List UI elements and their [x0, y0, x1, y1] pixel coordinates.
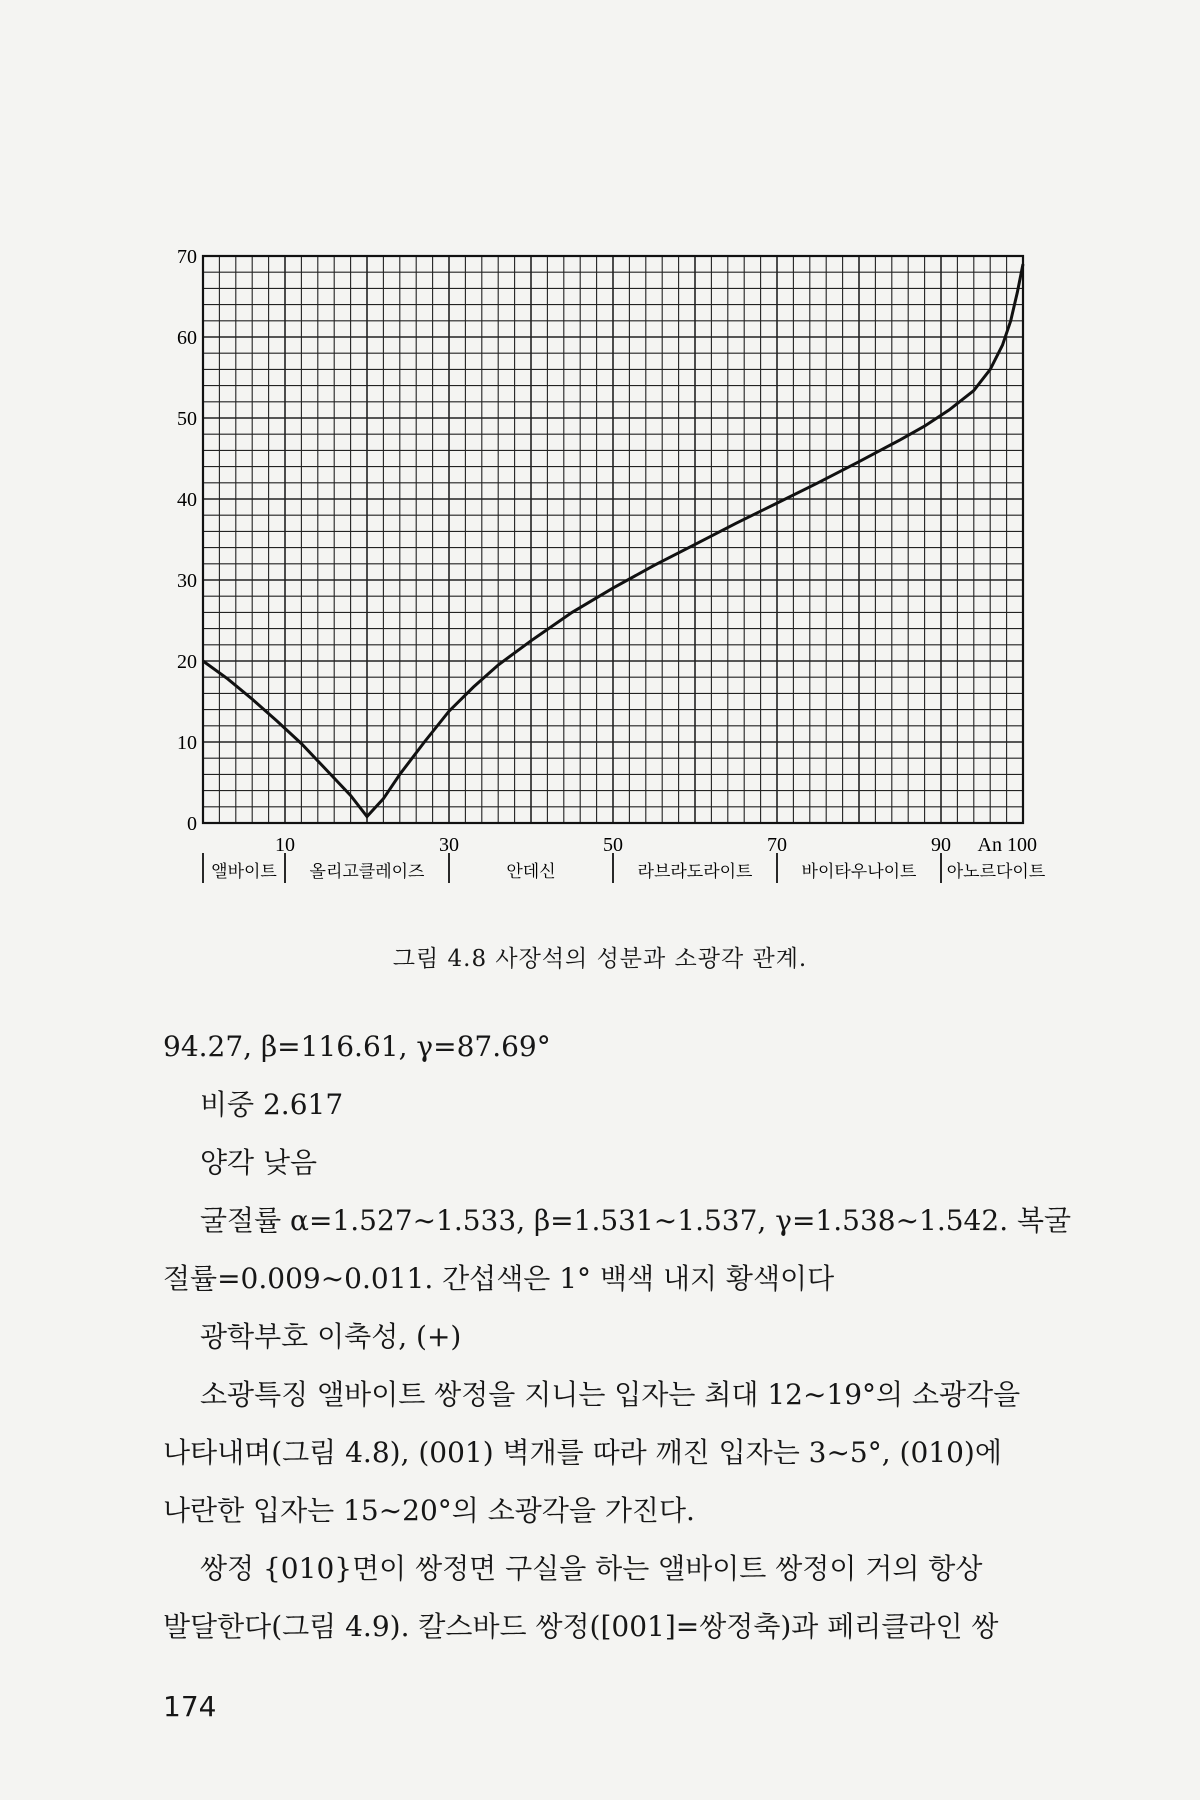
x-tick-label: 90	[931, 834, 951, 856]
paragraph	[163, 1308, 1033, 1366]
figure-caption: 그림 4.8 사장석의 성분과 소광각 관계.	[392, 946, 808, 972]
text-line: 나란한 입자는 15∼20°의 소광각을 가진다.	[163, 1494, 695, 1527]
y-tick-label: 30	[177, 570, 197, 592]
x-end-label: An 100	[977, 834, 1037, 856]
paragraph	[163, 1540, 1033, 1656]
y-tick-label: 50	[177, 408, 197, 430]
region-label: 아노르다이트	[946, 862, 1046, 882]
y-tick-label: 20	[177, 651, 197, 673]
y-tick-label: 10	[177, 732, 197, 754]
text-line: 광학부호 이축성, (+)	[200, 1320, 462, 1353]
y-tick-label: 0	[187, 813, 197, 835]
region-label: 라브라도라이트	[637, 862, 753, 882]
region-label: 바이타우나이트	[801, 862, 917, 882]
mineral-region-labels	[203, 853, 1046, 883]
paragraph	[163, 1192, 1072, 1308]
y-tick-label: 70	[177, 246, 197, 268]
text-line: 나타내며(그림 4.8), (001) 벽개를 따라 깨진 입자는 3∼5°, (010)에	[163, 1436, 1002, 1469]
x-tick-label: 10	[275, 834, 295, 856]
text-line: 절률=0.009∼0.011. 간섭색은 1° 백색 내지 황색이다	[163, 1262, 835, 1295]
x-axis-ticks	[275, 834, 1037, 856]
text-line: 양각 낮음	[200, 1146, 318, 1179]
paragraph	[163, 1366, 1033, 1540]
text-line: 굴절률 α=1.527∼1.533, β=1.531∼1.537, γ=1.538∼1.542. 복굴	[200, 1204, 1072, 1237]
region-label: 올리고클레이즈	[309, 862, 425, 882]
text-line: 쌍정 {010}면이 쌍정면 구실을 하는 앨바이트 쌍정이 거의 항상	[200, 1552, 983, 1585]
x-tick-label: 30	[439, 834, 459, 856]
paragraph	[163, 1134, 1033, 1192]
text-line: 94.27, β=116.61, γ=87.69°	[163, 1030, 551, 1063]
paragraph	[163, 1076, 1033, 1134]
y-tick-label: 60	[177, 327, 197, 349]
paragraph	[163, 1018, 1033, 1076]
chart-grid	[203, 256, 1023, 823]
x-tick-label: 70	[767, 834, 787, 856]
x-tick-label: 50	[603, 834, 623, 856]
text-line: 소광특징 앨바이트 쌍정을 지니는 입자는 최대 12∼19°의 소광각을	[200, 1378, 1021, 1411]
text-line: 발달한다(그림 4.9). 칼스바드 쌍정([001]=쌍정축)과 페리클라인 쌍	[163, 1610, 999, 1643]
y-axis-ticks	[177, 246, 197, 835]
region-label: 앨바이트	[211, 862, 277, 882]
text-line: 비중 2.617	[200, 1088, 344, 1121]
page-number: 174	[163, 1690, 217, 1723]
y-tick-label: 40	[177, 489, 197, 511]
region-label: 안데신	[506, 862, 556, 882]
